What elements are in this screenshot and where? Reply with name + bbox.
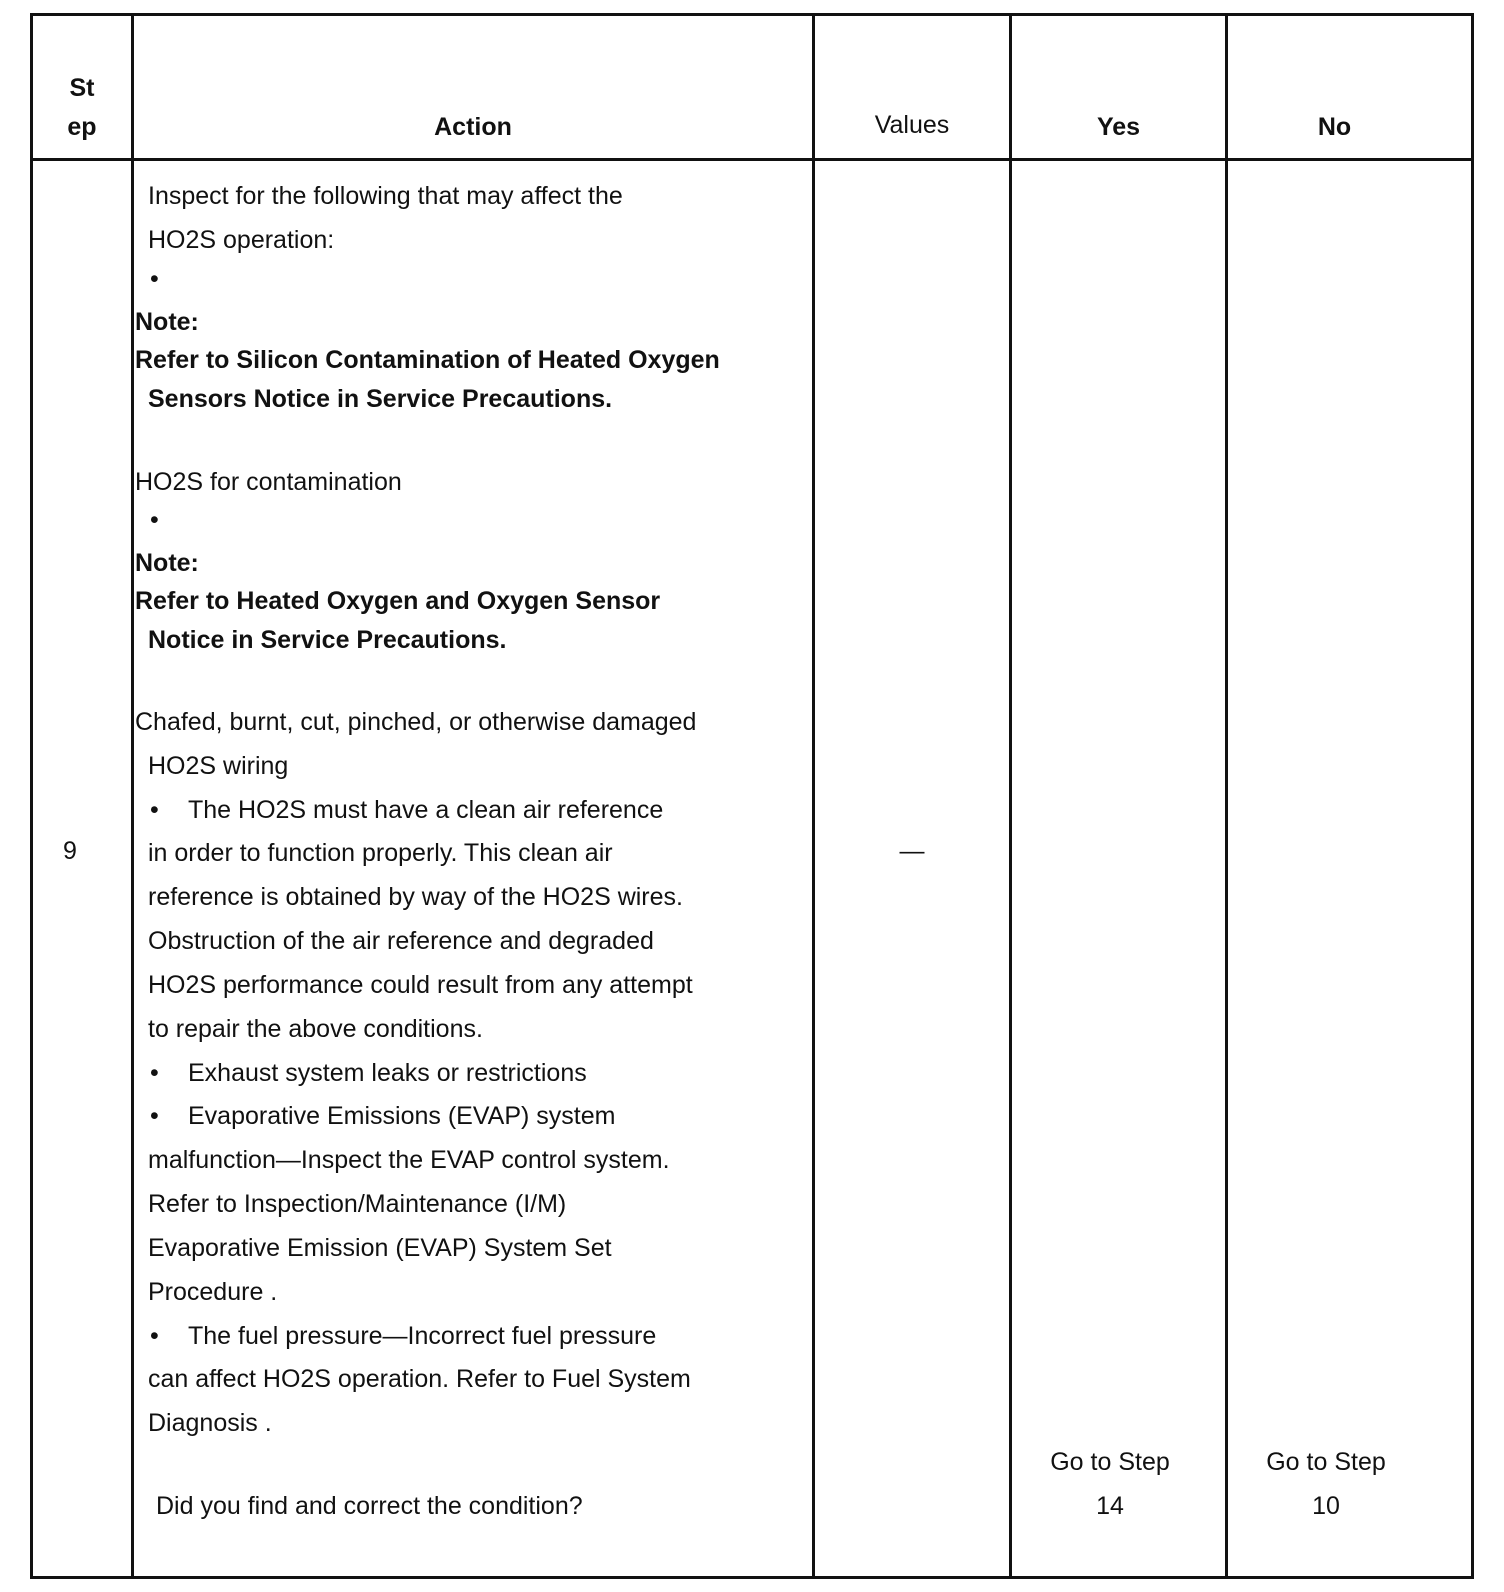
action-line: Refer to Inspection/Maintenance (I/M) bbox=[148, 1190, 567, 1218]
note-label: Note: bbox=[135, 308, 199, 336]
action-line: Evaporative Emissions (EVAP) system bbox=[188, 1102, 616, 1130]
action-line: Inspect for the following that may affect the bbox=[148, 182, 623, 210]
action-line: Obstruction of the air reference and degraded bbox=[148, 927, 654, 955]
action-line: HO2S operation: bbox=[148, 226, 335, 254]
question-line: Did you find and correct the condition? bbox=[156, 1492, 583, 1520]
column-divider bbox=[131, 16, 134, 1576]
bullet-icon: • bbox=[150, 1059, 159, 1087]
action-line: Chafed, burnt, cut, pinched, or otherwise damaged bbox=[135, 708, 697, 736]
action-line: Exhaust system leaks or restrictions bbox=[188, 1059, 587, 1087]
action-line: The fuel pressure—Incorrect fuel pressure bbox=[188, 1322, 657, 1350]
action-line: Evaporative Emission (EVAP) System Set bbox=[148, 1234, 612, 1262]
header-step-2 bbox=[33, 113, 131, 142]
header-action: Action bbox=[434, 113, 512, 141]
header-step-line1: St bbox=[69, 74, 95, 102]
note-text: Notice in Service Precautions. bbox=[148, 626, 507, 654]
action-line: The HO2S must have a clean air reference bbox=[188, 796, 664, 824]
action-line: reference is obtained by way of the HO2S wires. bbox=[148, 883, 683, 911]
bullet-icon: • bbox=[150, 796, 159, 824]
header-divider bbox=[33, 158, 1471, 161]
action-line: to repair the above conditions. bbox=[148, 1015, 483, 1043]
note-text: Refer to Heated Oxygen and Oxygen Sensor bbox=[135, 587, 661, 615]
bullet-icon: • bbox=[150, 1102, 159, 1130]
yes-goto-label: Go to Step bbox=[1050, 1448, 1170, 1476]
no-goto-step: 10 bbox=[1312, 1492, 1340, 1520]
yes-goto-step: 14 bbox=[1096, 1492, 1124, 1520]
header-yes: Yes bbox=[1096, 113, 1141, 141]
column-divider bbox=[812, 16, 815, 1576]
bullet-icon: • bbox=[150, 506, 159, 534]
value-cell: — bbox=[899, 837, 925, 865]
action-line: in order to function properly. This clean air bbox=[148, 839, 613, 867]
action-line: HO2S wiring bbox=[148, 752, 289, 780]
header-no: No bbox=[1317, 113, 1352, 141]
note-label: Note: bbox=[135, 549, 199, 577]
action-line: malfunction—Inspect the EVAP control system. bbox=[148, 1146, 670, 1174]
bullet-icon: • bbox=[150, 265, 159, 293]
note-text: Sensors Notice in Service Precautions. bbox=[148, 385, 613, 413]
header-values: Values bbox=[874, 111, 950, 139]
column-divider bbox=[1225, 16, 1228, 1576]
no-goto-label: Go to Step bbox=[1266, 1448, 1386, 1476]
action-line: can affect HO2S operation. Refer to Fuel System bbox=[148, 1365, 691, 1393]
header-step bbox=[33, 74, 131, 103]
step-number: 9 bbox=[63, 837, 77, 865]
header-step-line2: ep bbox=[67, 113, 97, 141]
note-text: Refer to Silicon Contamination of Heated Oxygen bbox=[135, 346, 720, 374]
column-divider bbox=[1009, 16, 1012, 1576]
action-line: HO2S performance could result from any attempt bbox=[148, 971, 693, 999]
bullet-icon: • bbox=[150, 1322, 159, 1350]
action-line: Procedure . bbox=[148, 1278, 278, 1306]
diagnostic-table bbox=[30, 13, 1474, 1579]
action-line: HO2S for contamination bbox=[135, 468, 402, 496]
action-line: Diagnosis . bbox=[148, 1409, 272, 1437]
